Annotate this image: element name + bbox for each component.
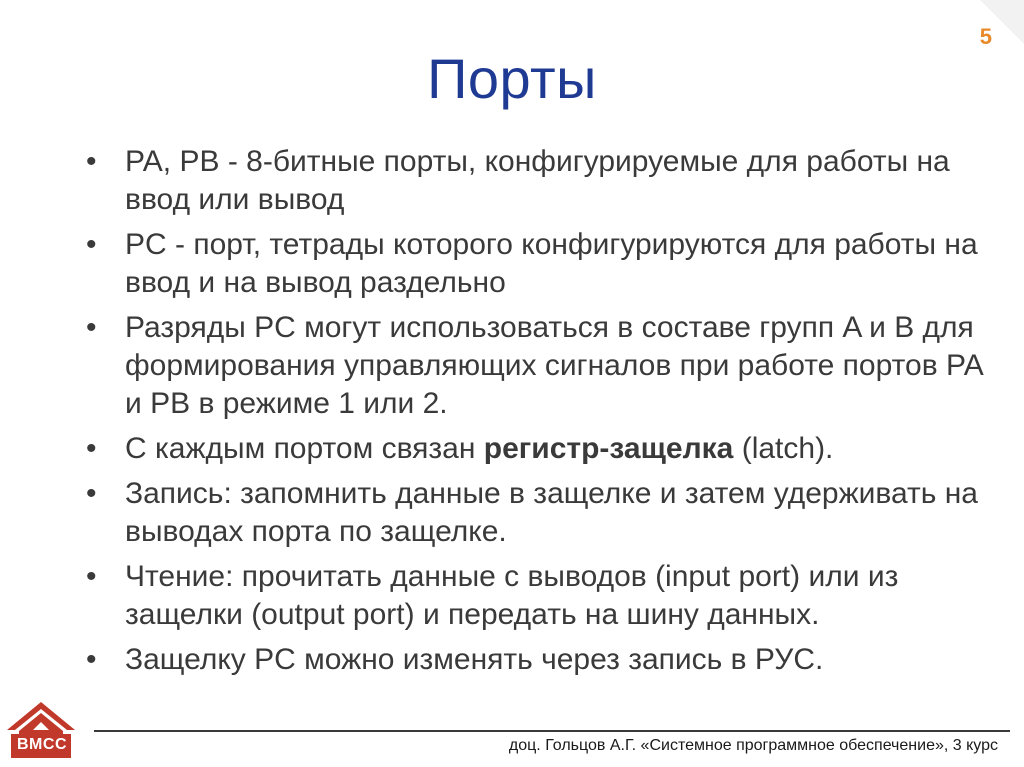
bullet-dot: •: [86, 311, 97, 344]
bullet-dot: •: [86, 228, 97, 261]
bullet-text-after: (latch).: [733, 432, 834, 465]
footer-divider: [94, 730, 1010, 732]
bullet-text: PA, PB - 8-битные порты, конфигурируемые для работы на ввод или вывод: [125, 145, 950, 216]
bullet-item: [86, 475, 986, 551]
bullet-dot: •: [86, 560, 97, 593]
bullet-text: Защелку PC можно изменять через запись в РУС.: [125, 643, 824, 676]
footer-text: доц. Гольцов А.Г. «Системное программное обеспечение», 3 курс: [508, 737, 998, 754]
bullet-item: [86, 143, 986, 219]
bullet-text: PC - порт, тетрады которого конфигурируются для работы на ввод и на вывод раздельно: [125, 228, 978, 299]
bullet-dot: •: [86, 145, 97, 178]
bullet-item: [86, 226, 986, 302]
bullet-item: [86, 430, 986, 468]
bullet-dot: •: [86, 643, 97, 676]
bullet-text: Запись: запомнить данные в защелке и затем удерживать на выводах порта по защелке.: [125, 477, 978, 548]
slide-title: Порты: [427, 47, 597, 110]
bullet-list: [86, 143, 986, 686]
logo-text: ВМСС: [17, 736, 67, 753]
bullet-text: Разряды PC могут использоваться в составе групп A и B для формирования управляющих сигналов при работе портов PA и PB в режиме 1 или 2.: [125, 311, 983, 420]
bullet-dot: •: [86, 432, 97, 465]
bullet-item: [86, 309, 986, 423]
bullet-text-before: С каждым портом связан: [125, 432, 484, 465]
bullet-item: [86, 641, 986, 679]
bullet-dot: •: [86, 477, 97, 510]
bullet-text: Чтение: прочитать данные с выводов (input port) или из защелки (output port) и передать на шину данных.: [125, 560, 899, 631]
bullet-text-bold: регистр-защелка: [483, 432, 734, 465]
bullet-item: [86, 558, 986, 634]
page-number: 5: [979, 24, 992, 49]
